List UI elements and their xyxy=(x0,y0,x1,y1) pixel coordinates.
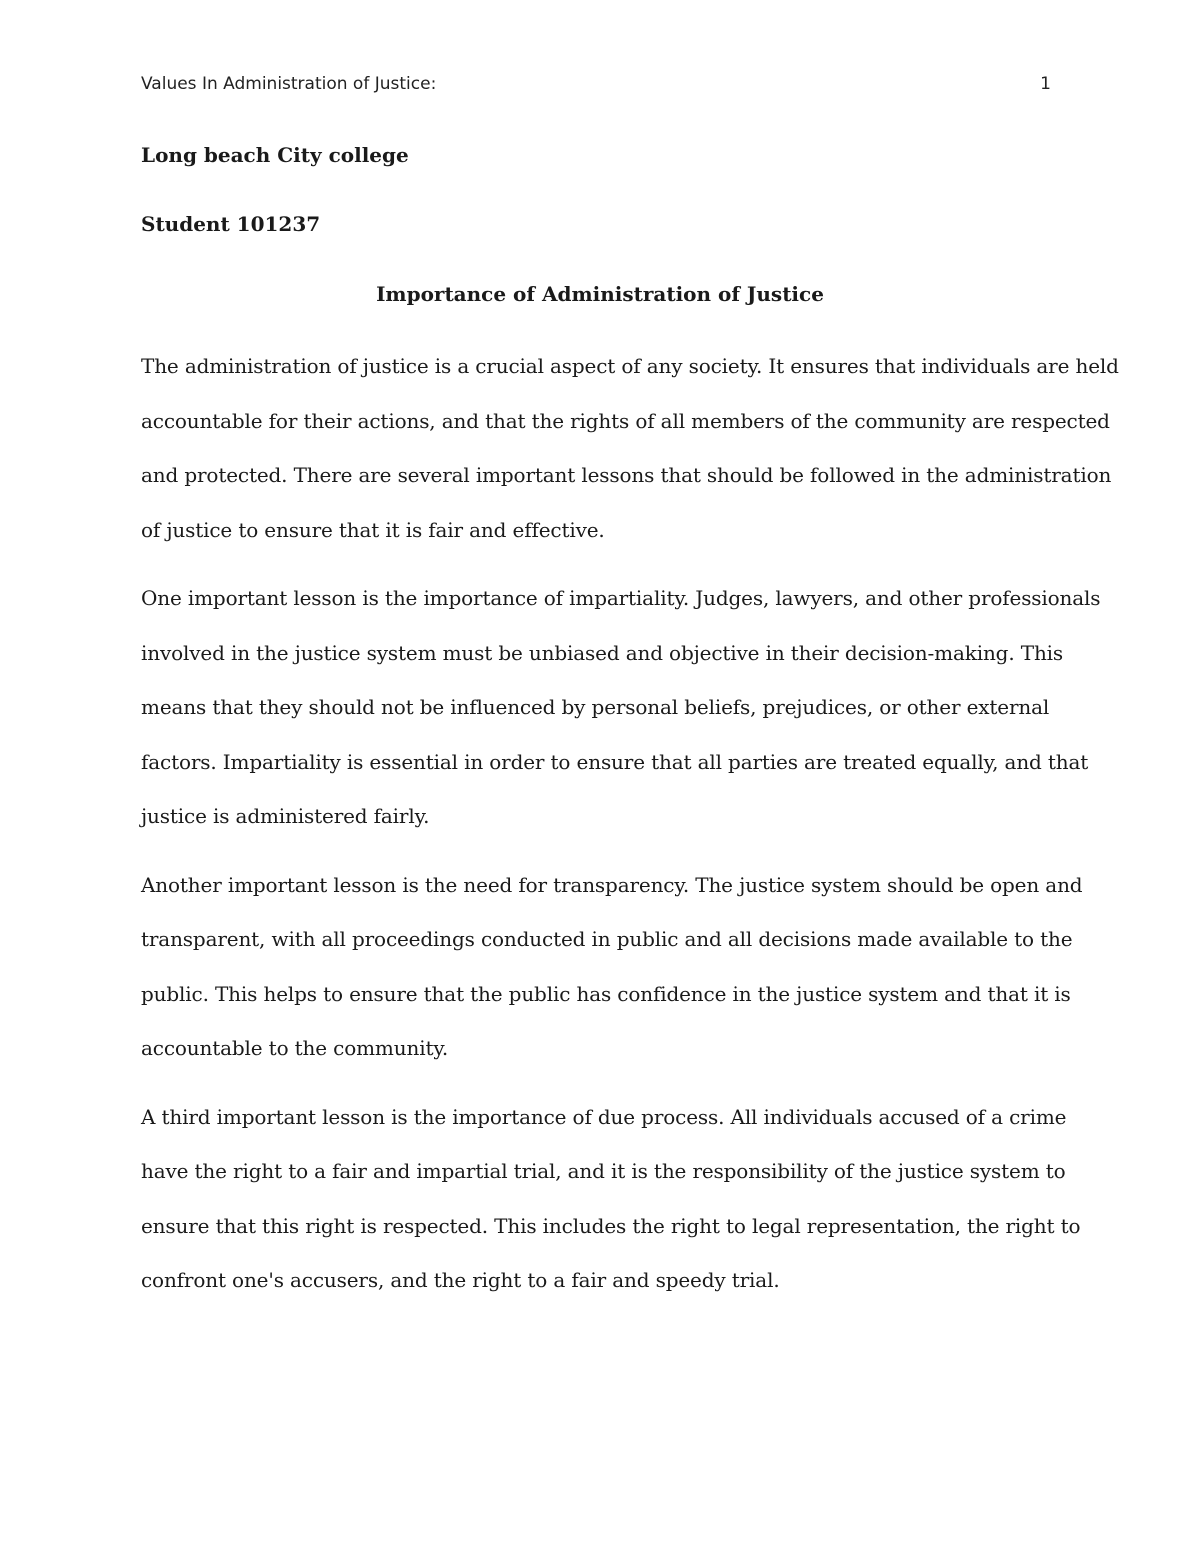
paragraph-line: One important lesson is the importance of impartiality. Judges, lawyers, and other professionals xyxy=(141,586,1101,610)
paragraph-line: accountable for their actions, and that the rights of all members of the community are respected xyxy=(141,408,1110,433)
document-title: Importance of Administration of Justice xyxy=(376,282,824,306)
student-id: Student 101237 xyxy=(141,212,321,236)
institution-name: Long beach City college xyxy=(141,143,409,167)
paragraph-transparency xyxy=(141,867,1083,1085)
paragraph-line: and protected. There are several important lessons that should be followed in the administration xyxy=(141,463,1112,487)
paragraph-line: Another important lesson is the need for transparency. The justice system should be open and xyxy=(141,872,1083,897)
paragraph-impartiality xyxy=(141,580,1101,853)
paragraph-line: means that they should not be influenced by personal beliefs, prejudices, or other external xyxy=(141,695,1050,719)
paragraph-line: justice is administered fairly. xyxy=(141,804,430,828)
paragraph-line: public. This helps to ensure that the public has confidence in the justice system and that it is xyxy=(141,981,1071,1006)
paragraph-line: confront one's accusers, and the right to a fair and speedy trial. xyxy=(141,1268,780,1292)
page-number: 1 xyxy=(1040,74,1051,94)
paragraph-line: transparent, with all proceedings conducted in public and all decisions made available to the xyxy=(141,927,1073,951)
running-header xyxy=(141,74,1051,102)
paragraph-line: The administration of justice is a crucial aspect of any society. It ensures that individuals are held xyxy=(141,354,1119,378)
paragraph-line: have the right to a fair and impartial trial, and it is the responsibility of the justice system to xyxy=(141,1159,1066,1183)
document-body xyxy=(141,348,1119,1331)
paragraph-line: accountable to the community. xyxy=(141,1036,449,1060)
paragraph-due-process xyxy=(141,1099,1081,1317)
paragraph-line: of justice to ensure that it is fair and effective. xyxy=(141,517,605,542)
running-header-title: Values In Administration of Justice: xyxy=(141,74,437,94)
paragraph-line: ensure that this right is respected. This includes the right to legal representation, the right to xyxy=(141,1213,1081,1238)
paragraph-line: involved in the justice system must be unbiased and objective in their decision-making. This xyxy=(141,640,1064,665)
paragraph-line: A third important lesson is the importance of due process. All individuals accused of a crime xyxy=(141,1104,1067,1129)
paragraph-line: factors. Impartiality is essential in order to ensure that all parties are treated equally, and that xyxy=(141,749,1089,774)
paragraph-intro xyxy=(141,348,1119,566)
